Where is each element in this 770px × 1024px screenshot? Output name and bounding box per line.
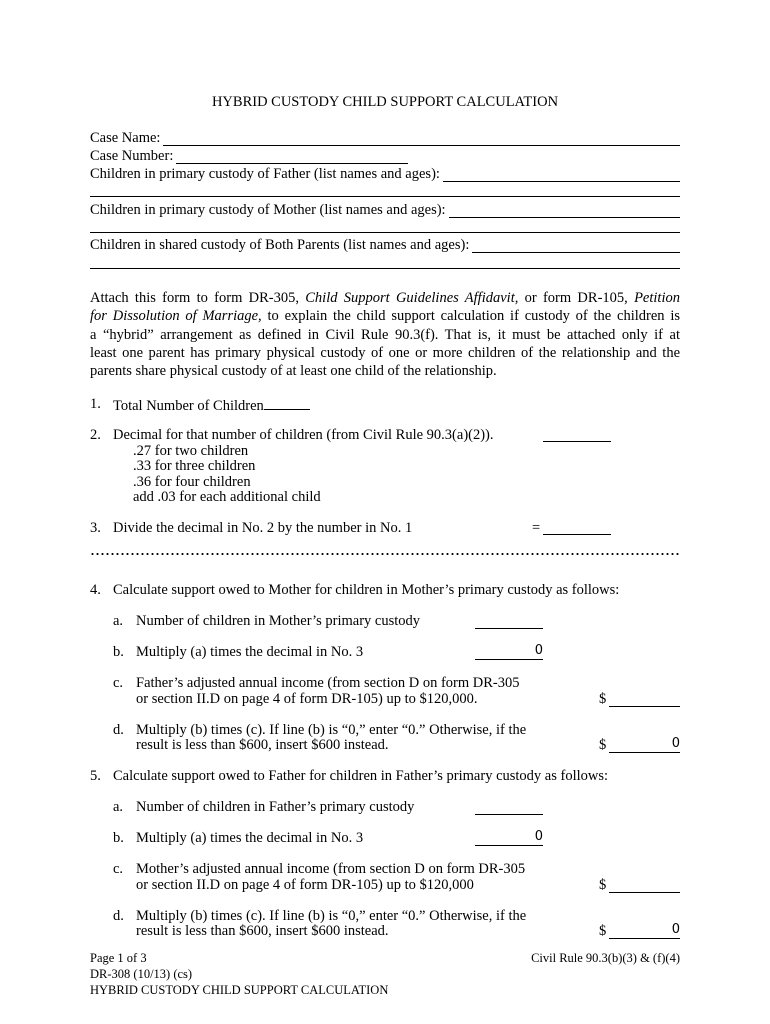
item-5b-label: b. xyxy=(113,830,124,846)
item-5d-text-line1: Multiply (b) times (c). If line (b) is “0,” enter “0.” Otherwise, if the xyxy=(136,908,527,924)
father-children-count-input[interactable] xyxy=(475,798,543,815)
case-name-field[interactable] xyxy=(90,130,680,146)
item-5a-text: Number of children in Father’s primary custody xyxy=(136,799,415,815)
father-multiplied-decimal-input[interactable]: 0 xyxy=(475,829,543,846)
decimal-input-line[interactable] xyxy=(543,441,611,442)
item-4b-label: b. xyxy=(113,644,124,660)
intro-line-2: for Dissolution of Marriage, to explain the child support calculation if custody of the children is xyxy=(90,308,680,325)
item-4d-text-line2: result is less than $600, insert $600 instead. xyxy=(136,737,389,753)
form-title: HYBRID CUSTODY CHILD SUPPORT CALCULATION xyxy=(211,94,559,110)
item-2-option: .33 for three children xyxy=(133,458,256,474)
footer-page-number: Page 1 of 3 xyxy=(90,951,147,965)
case-number-input-line[interactable] xyxy=(176,149,408,164)
item-4c-text-line1: Father’s adjusted annual income (from section D on form DR-305 xyxy=(136,675,520,691)
item-4-number: 4. xyxy=(90,582,101,598)
item-3-text: Divide the decimal in No. 2 by the number in No. 1 xyxy=(113,520,413,536)
intro-line-4: least one parent has primary physical custody of one or more children of the relationship and the xyxy=(90,344,680,361)
item-5c-label: c. xyxy=(113,861,124,877)
item-5c-text-line1: Mother’s adjusted annual income (from section D on form DR-305 xyxy=(136,861,526,877)
footer-form-id: DR-308 (10/13) (cs) xyxy=(90,967,193,981)
item-4d-text-line1: Multiply (b) times (c). If line (b) is “0,” enter “0.” Otherwise, if the xyxy=(136,722,527,738)
item-2-text: Decimal for that number of children (from Civil Rule 90.3(a)(2)). xyxy=(113,427,494,443)
case-name-input-line[interactable] xyxy=(163,131,680,146)
children-mother-field[interactable] xyxy=(90,202,680,218)
item-3-number: 3. xyxy=(90,520,101,536)
children-mother-input-line[interactable] xyxy=(449,203,680,218)
item-5d-text-line2: result is less than $600, insert $600 instead. xyxy=(136,923,389,939)
children-father-continuation-line[interactable] xyxy=(90,196,680,197)
children-father-label: Children in primary custody of Father (list names and ages): xyxy=(90,166,440,182)
item-4d-label: d. xyxy=(113,722,124,738)
item-5c-text-line2: or section II.D on page 4 of form DR-105) up to $120,000 xyxy=(136,877,474,893)
currency-symbol: $ xyxy=(599,691,607,707)
mother-income-input[interactable] xyxy=(609,876,680,893)
item-1-number: 1. xyxy=(90,396,101,412)
item-2-option: .27 for two children xyxy=(133,443,249,459)
item-5-number: 5. xyxy=(90,768,101,784)
case-number-field[interactable] xyxy=(90,148,408,164)
item-4c-label: c. xyxy=(113,675,124,691)
item-5a-label: a. xyxy=(113,799,124,815)
divided-decimal-input-line[interactable] xyxy=(543,534,611,535)
item-2-option: .36 for four children xyxy=(133,474,251,490)
item-4-text: Calculate support owed to Mother for children in Mother’s primary custody as follows: xyxy=(113,582,620,598)
item-2-number: 2. xyxy=(90,427,101,443)
intro-paragraph xyxy=(90,289,680,380)
mother-children-count-input[interactable] xyxy=(475,612,543,629)
children-shared-input-line[interactable] xyxy=(472,238,680,253)
total-children-input[interactable] xyxy=(264,396,310,410)
case-number-label: Case Number: xyxy=(90,148,174,164)
intro-line-3: a “hybrid” arrangement as defined in Civil Rule 90.3(f). That is, it must be attached only if at xyxy=(90,326,680,343)
item-1-text: Total Number of Children xyxy=(113,396,310,414)
children-father-field[interactable] xyxy=(90,166,680,182)
mother-multiplied-decimal-input[interactable]: 0 xyxy=(475,643,543,660)
intro-line-5: parents share physical custody of at least one child of the relationship. xyxy=(90,363,497,380)
footer-civil-rule: Civil Rule 90.3(b)(3) & (f)(4) xyxy=(531,951,680,965)
children-mother-continuation-line[interactable] xyxy=(90,232,680,233)
item-5d-label: d. xyxy=(113,908,124,924)
children-shared-field[interactable] xyxy=(90,237,680,253)
children-shared-label: Children in shared custody of Both Parents (list names and ages): xyxy=(90,237,470,253)
item-4c-text-line2: or section II.D on page 4 of form DR-105) up to $120,000. xyxy=(136,691,478,707)
dotted-separator xyxy=(90,551,680,557)
item-5-text: Calculate support owed to Father for children in Father’s primary custody as follows: xyxy=(113,768,609,784)
item-2-option: add .03 for each additional child xyxy=(133,489,321,505)
case-name-label: Case Name: xyxy=(90,130,161,146)
item-4b-text: Multiply (a) times the decimal in No. 3 xyxy=(136,644,364,660)
currency-symbol: $ xyxy=(599,877,607,893)
item-4a-text: Number of children in Mother’s primary custody xyxy=(136,613,421,629)
currency-symbol: $ xyxy=(599,737,607,753)
intro-line-1: Attach this form to form DR-305, Child Support Guidelines Affidavit, or form DR-105, Petition xyxy=(90,290,680,306)
support-owed-mother-input[interactable]: 0 xyxy=(609,736,680,753)
item-5b-text: Multiply (a) times the decimal in No. 3 xyxy=(136,830,364,846)
father-income-input[interactable] xyxy=(609,690,680,707)
children-father-input-line[interactable] xyxy=(443,167,680,182)
item-4a-label: a. xyxy=(113,613,124,629)
currency-symbol: $ xyxy=(599,923,607,939)
item-3-equals: = xyxy=(532,520,541,536)
footer-form-title: HYBRID CUSTODY CHILD SUPPORT CALCULATION xyxy=(90,983,389,997)
children-shared-continuation-line[interactable] xyxy=(90,268,680,269)
support-owed-father-input[interactable]: 0 xyxy=(609,922,680,939)
children-mother-label: Children in primary custody of Mother (list names and ages): xyxy=(90,202,446,218)
